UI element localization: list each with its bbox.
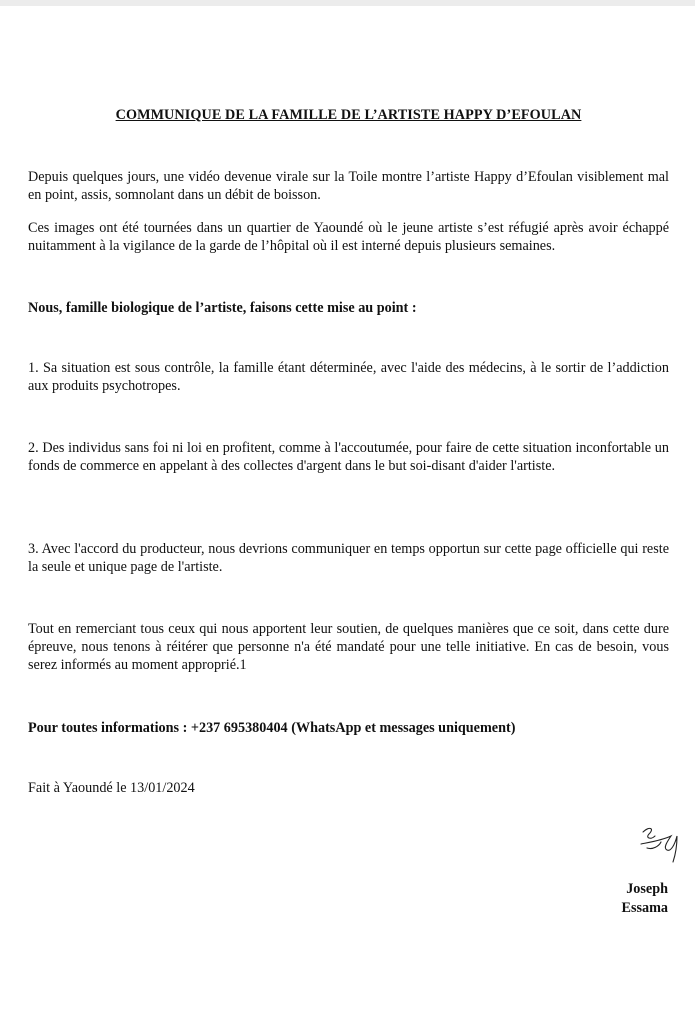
paragraph-point-2: 2. Des individus sans foi ni loi en profitent, comme à l'accoutumée, pour faire de cette situation inconfortable un fonds de commerce en appelant à des collectes d'argent dans le but soi-disant d'aider l'artiste. (28, 440, 669, 474)
paragraph-closing: Tout en remerciant tous ceux qui nous apportent leur soutien, de quelques manières que ce soit, dans cette dure épreuve, nous tenons à réitérer que personne n'a été mandaté pour une telle initiative. En cas de besoin, vous serez informés au moment approprié.1 (28, 621, 669, 673)
handwritten-signature (637, 822, 683, 864)
contact-information: Pour toutes informations : +237 695380404 (WhatsApp et messages uniquement) (28, 720, 516, 736)
paragraph-statement-heading: Nous, famille biologique de l’artiste, faisons cette mise au point : (28, 300, 417, 316)
top-strip (0, 0, 695, 6)
signer-block (621, 880, 668, 918)
place-and-date: Fait à Yaoundé le 13/01/2024 (28, 780, 195, 796)
paragraph-point-3: 3. Avec l'accord du producteur, nous devrions communiquer en temps opportun sur cette page officielle qui reste la seule et unique page de l'artiste. (28, 541, 669, 575)
document-title: COMMUNIQUE DE LA FAMILLE DE L’ARTISTE HAPPY D’EFOULAN (115, 107, 582, 123)
signer-first-name: Joseph (626, 881, 668, 897)
paragraph-context: Ces images ont été tournées dans un quartier de Yaoundé où le jeune artiste s’est réfugié après avoir échappé nuitamment à la vigilance de la garde de l’hôpital où il est interné depuis plusieurs semaines. (28, 220, 669, 254)
paragraph-point-1: 1. Sa situation est sous contrôle, la famille étant déterminée, avec l'aide des médecins, à le sortir de l’addiction aux produits psychotropes. (28, 360, 669, 394)
signer-last-name: Essama (621, 900, 668, 916)
paragraph-intro: Depuis quelques jours, une vidéo devenue virale sur la Toile montre l’artiste Happy d’Efoulan visiblement mal en point, assis, somnolant dans un débit de boisson. (28, 169, 669, 203)
